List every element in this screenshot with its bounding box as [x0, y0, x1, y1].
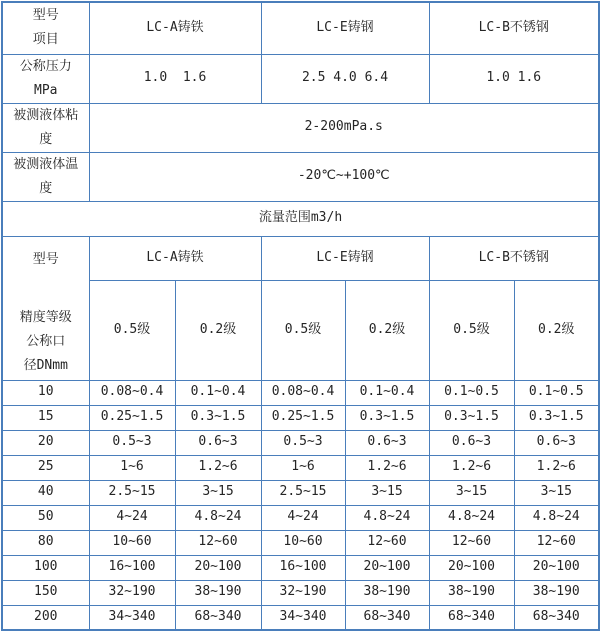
flow-range-title: 流量范围m3/h: [2, 201, 599, 236]
flow-value-cell: 16~100: [261, 555, 345, 580]
accuracy-label-line3: 径DNmm: [23, 358, 68, 373]
dn-cell: 20: [2, 430, 89, 455]
pressure-value-lce: 2.5 4.0 6.4: [261, 54, 429, 103]
grade-header: 0.5级: [261, 280, 345, 380]
temperature-label-cell: [2, 152, 89, 201]
flow-value-cell: 4.8~24: [345, 505, 429, 530]
dn-cell: 10: [2, 380, 89, 405]
flow-model-header-lcb: LC-B不锈钢: [429, 236, 599, 280]
flow-value-cell: 32~190: [89, 580, 175, 605]
grade-header: 0.2级: [345, 280, 429, 380]
flow-value-cell: 68~340: [429, 605, 514, 630]
flow-value-cell: 0.1~0.5: [429, 380, 514, 405]
flow-model-header-lce: LC-E铸钢: [261, 236, 429, 280]
flow-value-cell: 3~15: [514, 480, 599, 505]
flow-value-cell: 3~15: [175, 480, 261, 505]
flow-title-row: [2, 201, 599, 236]
viscosity-label-line2: 度: [39, 131, 53, 147]
flow-value-cell: 68~340: [514, 605, 599, 630]
header-row: [2, 2, 599, 54]
pressure-label-line2: MPa: [34, 82, 58, 98]
flow-value-cell: 1.2~6: [429, 455, 514, 480]
model-header-lca: LC-A铸铁: [89, 2, 261, 54]
flow-value-cell: 1.2~6: [175, 455, 261, 480]
viscosity-label-cell: [2, 103, 89, 152]
flow-value-cell: 2.5~15: [89, 480, 175, 505]
flow-value-cell: 4.8~24: [514, 505, 599, 530]
grade-header: 0.2级: [514, 280, 599, 380]
flow-row: [2, 580, 599, 605]
flow-value-cell: 0.3~1.5: [429, 405, 514, 430]
accuracy-label: [5, 306, 87, 378]
corner-header-line2: 项目: [32, 32, 59, 48]
viscosity-value: 2-200mPa.s: [89, 103, 599, 152]
flow-value-cell: 20~100: [175, 555, 261, 580]
pressure-label-cell: [2, 54, 89, 103]
flow-value-cell: 4~24: [261, 505, 345, 530]
dn-cell: 25: [2, 455, 89, 480]
dn-cell: 50: [2, 505, 89, 530]
dn-cell: 15: [2, 405, 89, 430]
temperature-label-line2: 度: [39, 180, 53, 196]
flow-value-cell: 38~190: [429, 580, 514, 605]
flow-row: [2, 480, 599, 505]
flow-value-cell: 32~190: [261, 580, 345, 605]
pressure-value-lcb: 1.0 1.6: [429, 54, 599, 103]
flow-value-cell: 3~15: [345, 480, 429, 505]
flow-value-cell: 4~24: [89, 505, 175, 530]
accuracy-label-line2: 公称口: [26, 334, 66, 349]
flow-value-cell: 34~340: [89, 605, 175, 630]
flow-row: [2, 455, 599, 480]
dn-cell: 150: [2, 580, 89, 605]
flow-value-cell: 4.8~24: [429, 505, 514, 530]
flow-value-cell: 1.2~6: [514, 455, 599, 480]
flow-value-cell: 2.5~15: [261, 480, 345, 505]
flow-value-cell: 38~190: [175, 580, 261, 605]
flow-model-header-lca: LC-A铸铁: [89, 236, 261, 280]
dn-cell: 100: [2, 555, 89, 580]
flow-row: [2, 380, 599, 405]
flow-value-cell: 12~60: [429, 530, 514, 555]
grade-header: 0.2级: [175, 280, 261, 380]
flow-row: [2, 555, 599, 580]
flow-value-cell: 0.3~1.5: [345, 405, 429, 430]
dn-cell: 200: [2, 605, 89, 630]
flow-value-cell: 0.6~3: [175, 430, 261, 455]
viscosity-label-line1: 被测液体粘: [13, 107, 79, 123]
flow-value-cell: 20~100: [514, 555, 599, 580]
flow-value-cell: 0.1~0.4: [345, 380, 429, 405]
flow-value-cell: 68~340: [175, 605, 261, 630]
flow-corner-cell: [2, 236, 89, 380]
temperature-value: -20℃~+100℃: [89, 152, 599, 201]
flow-value-cell: 1~6: [261, 455, 345, 480]
flow-row: [2, 605, 599, 630]
spec-table: [1, 1, 600, 631]
flow-value-cell: 0.6~3: [514, 430, 599, 455]
flow-value-cell: 0.3~1.5: [175, 405, 261, 430]
flow-row: [2, 430, 599, 455]
viscosity-row: [2, 103, 599, 152]
flow-value-cell: 3~15: [429, 480, 514, 505]
flow-value-cell: 1.2~6: [345, 455, 429, 480]
grade-header: 0.5级: [89, 280, 175, 380]
flow-value-cell: 0.6~3: [429, 430, 514, 455]
flow-value-cell: 0.6~3: [345, 430, 429, 455]
pressure-value-lca: 1.0 1.6: [89, 54, 261, 103]
corner-header-line1: 型号: [32, 8, 59, 24]
flow-value-cell: 4.8~24: [175, 505, 261, 530]
corner-header-cell: [2, 2, 89, 54]
flow-value-cell: 20~100: [429, 555, 514, 580]
flow-value-cell: 10~60: [89, 530, 175, 555]
flow-value-cell: 68~340: [345, 605, 429, 630]
flow-value-cell: 12~60: [175, 530, 261, 555]
flow-row: [2, 405, 599, 430]
flow-value-cell: 16~100: [89, 555, 175, 580]
flow-value-cell: 0.3~1.5: [514, 405, 599, 430]
flow-value-cell: 0.08~0.4: [261, 380, 345, 405]
flow-value-cell: 10~60: [261, 530, 345, 555]
temperature-label-line1: 被测液体温: [13, 156, 79, 172]
flow-row: [2, 505, 599, 530]
accuracy-label-line1: 精度等级: [19, 310, 72, 325]
dn-cell: 40: [2, 480, 89, 505]
flow-value-cell: 38~190: [514, 580, 599, 605]
flow-value-cell: 0.08~0.4: [89, 380, 175, 405]
flow-value-cell: 38~190: [345, 580, 429, 605]
flow-model-row: [2, 236, 599, 280]
flow-value-cell: 12~60: [345, 530, 429, 555]
pressure-label-line1: 公称压力: [19, 58, 72, 74]
dn-cell: 80: [2, 530, 89, 555]
model-header-lcb: LC-B不锈钢: [429, 2, 599, 54]
flow-value-cell: 0.25~1.5: [89, 405, 175, 430]
flow-value-cell: 20~100: [345, 555, 429, 580]
flow-value-cell: 0.5~3: [261, 430, 345, 455]
flow-value-cell: 0.25~1.5: [261, 405, 345, 430]
flow-model-label: 型号: [32, 251, 59, 267]
grade-header: 0.5级: [429, 280, 514, 380]
flow-value-cell: 34~340: [261, 605, 345, 630]
grade-row: [2, 280, 599, 380]
flow-value-cell: 0.5~3: [89, 430, 175, 455]
flow-value-cell: 0.1~0.4: [175, 380, 261, 405]
temperature-row: [2, 152, 599, 201]
flow-row: [2, 530, 599, 555]
model-header-lce: LC-E铸钢: [261, 2, 429, 54]
flow-value-cell: 0.1~0.5: [514, 380, 599, 405]
flow-value-cell: 12~60: [514, 530, 599, 555]
pressure-row: [2, 54, 599, 103]
flow-value-cell: 1~6: [89, 455, 175, 480]
